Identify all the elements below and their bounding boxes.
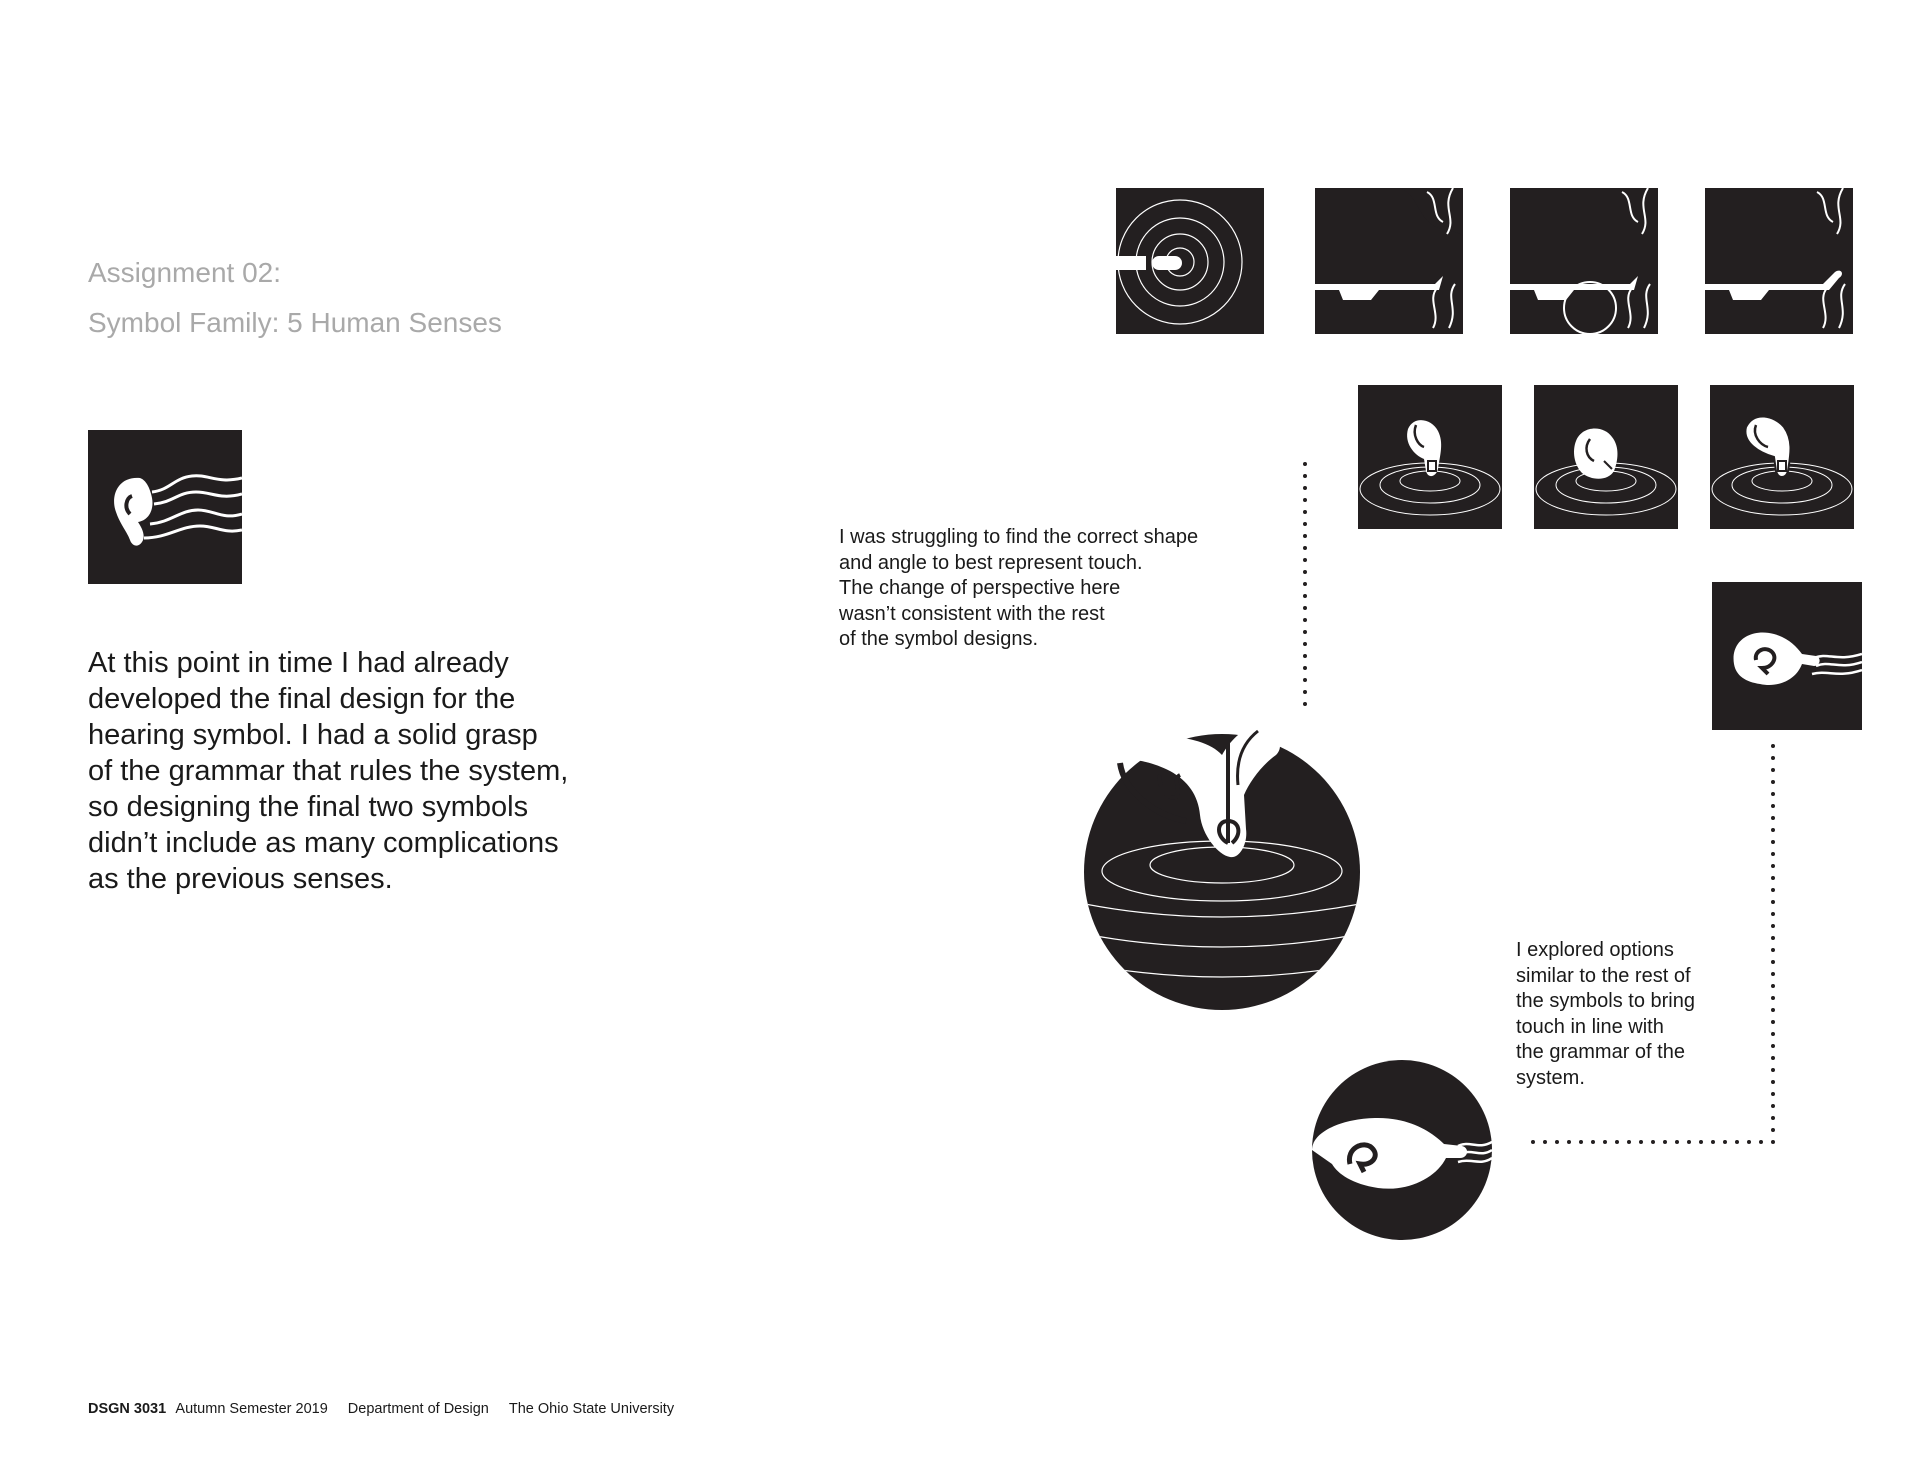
assignment-title-line-2: Symbol Family: 5 Human Senses bbox=[88, 307, 502, 338]
body-line: didn’t include as many complications bbox=[88, 827, 559, 859]
body-line: as the previous senses. bbox=[88, 863, 393, 895]
footer-department: Department of Design bbox=[347, 1401, 489, 1417]
note-line: I explored options bbox=[1516, 939, 1674, 961]
ear-ornament-drip-icon bbox=[1705, 188, 1853, 334]
assignment-title-line-1: Assignment 02: bbox=[88, 257, 281, 288]
finger-ripples-circle-icon bbox=[1080, 725, 1365, 1010]
ear-ornament-circle-icon bbox=[1510, 188, 1658, 334]
footer-university: The Ohio State University bbox=[508, 1401, 675, 1417]
touch-tile-2 bbox=[1534, 385, 1678, 529]
hand-waves-circle-icon bbox=[1312, 1060, 1492, 1240]
note-line: system. bbox=[1516, 1066, 1585, 1089]
body-line: hearing symbol. I had a solid grasp bbox=[88, 719, 538, 751]
dotted-connector-1 bbox=[1300, 460, 1310, 720]
sketch-tile-2 bbox=[1315, 188, 1463, 334]
sketch-tile-4 bbox=[1705, 188, 1853, 334]
note-line: The change of perspective here bbox=[839, 577, 1121, 599]
touch-tile-3 bbox=[1710, 385, 1854, 529]
note-line: wasn’t consistent with the rest bbox=[839, 602, 1105, 625]
note-touch-perspective bbox=[839, 525, 1198, 653]
touch-tile-1 bbox=[1358, 385, 1502, 529]
finger-ripples-icon bbox=[1358, 385, 1502, 529]
touch-tile-4 bbox=[1712, 582, 1862, 730]
note-line: and angle to best represent touch. bbox=[839, 551, 1143, 574]
sketch-tile-3 bbox=[1510, 188, 1658, 334]
footer-course: DSGN 3031 bbox=[88, 1401, 167, 1417]
body-line: so designing the final two symbols bbox=[88, 791, 529, 823]
note-line: I was struggling to find the correct shape bbox=[839, 526, 1199, 548]
body-line: developed the final design for the bbox=[88, 683, 516, 715]
page-footer bbox=[88, 1401, 674, 1417]
note-line: the symbols to bring bbox=[1516, 990, 1695, 1012]
finger-ripples-alt-icon bbox=[1710, 385, 1854, 529]
note-line: of the symbol designs. bbox=[839, 628, 1038, 650]
note-line: the grammar of the bbox=[1516, 1041, 1685, 1063]
note-line: touch in line with bbox=[1516, 1015, 1664, 1038]
ear-sound-waves-icon bbox=[88, 430, 242, 584]
ear-ornament-frame-icon bbox=[1315, 188, 1463, 334]
body-paragraph bbox=[88, 645, 648, 897]
touch-circle-small bbox=[1312, 1060, 1492, 1240]
fist-ripples-icon bbox=[1534, 385, 1678, 529]
sketch-tile-1 bbox=[1116, 188, 1264, 334]
dotted-line bbox=[1300, 460, 1310, 720]
footer-semester: Autumn Semester 2019 bbox=[175, 1401, 328, 1417]
note-touch-grammar bbox=[1516, 938, 1695, 1091]
body-line: of the grammar that rules the system, bbox=[88, 755, 569, 787]
hand-waves-icon bbox=[1712, 582, 1862, 730]
body-line: At this point in time I had already bbox=[88, 647, 509, 679]
assignment-title bbox=[88, 248, 502, 348]
note-line: similar to the rest of bbox=[1516, 964, 1691, 987]
ear-concentric-rings-icon bbox=[1116, 188, 1264, 334]
hearing-symbol bbox=[88, 430, 242, 584]
touch-circle-large bbox=[1080, 725, 1365, 1010]
